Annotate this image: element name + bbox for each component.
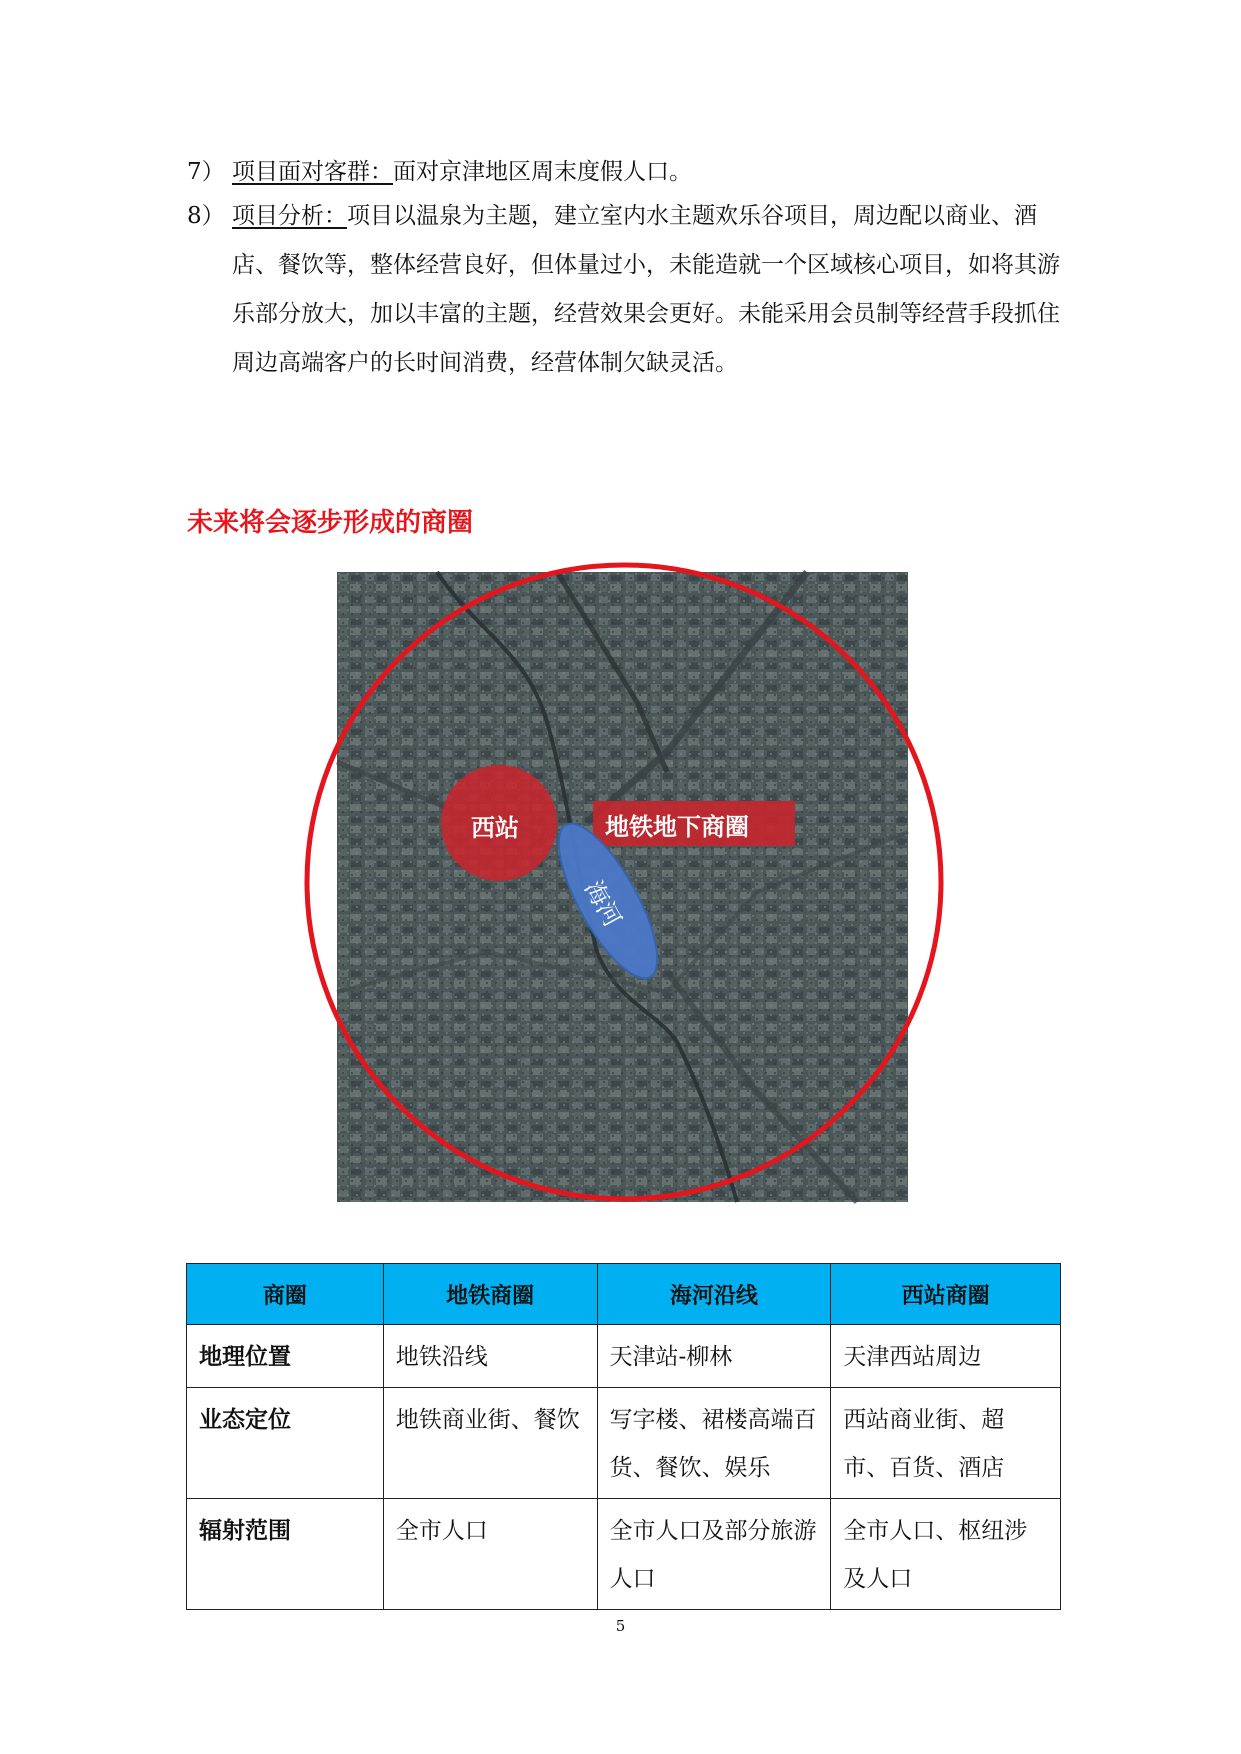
table-header-cell: 海河沿线 <box>597 1264 831 1325</box>
item-label: 项目面对客群： <box>232 159 393 185</box>
table-header-cell: 地铁商圈 <box>383 1264 597 1325</box>
river-label: 海河 <box>578 875 627 932</box>
business-area-table <box>186 1263 1061 1610</box>
row-label: 辐射范围 <box>187 1499 384 1610</box>
table-row <box>187 1325 1061 1388</box>
item-number: 7） <box>187 159 225 185</box>
table-header-row <box>187 1264 1061 1325</box>
table-cell: 全市人口 <box>383 1499 597 1610</box>
table-cell: 地铁沿线 <box>383 1325 597 1388</box>
item-label: 项目分析： <box>232 203 347 229</box>
page-number: 5 <box>615 1617 626 1635</box>
table-cell: 写字楼、裙楼高端百货、餐饮、娱乐 <box>597 1388 831 1499</box>
item-text: 面对京津地区周末度假人口。 <box>393 159 692 185</box>
row-label: 地理位置 <box>187 1325 384 1388</box>
item-number: 8） <box>187 203 225 229</box>
item-text: 项目以温泉为主题，建立室内水主题欢乐谷项目，周边配以商业、酒店、餐饮等，整体经营良好，但体量过小，未能造就一个区域核心项目，如将其游乐部分放大，加以丰富的主题，经营效果会更好。未能采用会员制等经营手段抓住周边高端客户的长时间消费，经营体制欠缺灵活。 <box>232 203 1060 376</box>
table-cell: 天津站-柳林 <box>597 1325 831 1388</box>
map-svg <box>337 572 908 1202</box>
table-row <box>187 1388 1061 1499</box>
table-cell: 天津西站周边 <box>831 1325 1061 1388</box>
west-station-label: 西站 <box>471 814 519 842</box>
table-cell: 全市人口、枢纽涉及人口 <box>831 1499 1061 1610</box>
table-cell: 地铁商业街、餐饮 <box>383 1388 597 1499</box>
table-cell: 西站商业街、超市、百货、酒店 <box>831 1388 1061 1499</box>
table-header-cell: 西站商圈 <box>831 1264 1061 1325</box>
map-figure <box>337 572 908 1202</box>
item-body <box>232 192 1062 388</box>
table-cell: 全市人口及部分旅游人口 <box>597 1499 831 1610</box>
table-row <box>187 1499 1061 1610</box>
metro-label: 地铁地下商圈 <box>605 813 749 841</box>
row-label: 业态定位 <box>187 1388 384 1499</box>
item-body <box>232 148 1062 197</box>
table-header-cell: 商圈 <box>187 1264 384 1325</box>
section-title: 未来将会逐步形成的商圈 <box>187 508 474 538</box>
